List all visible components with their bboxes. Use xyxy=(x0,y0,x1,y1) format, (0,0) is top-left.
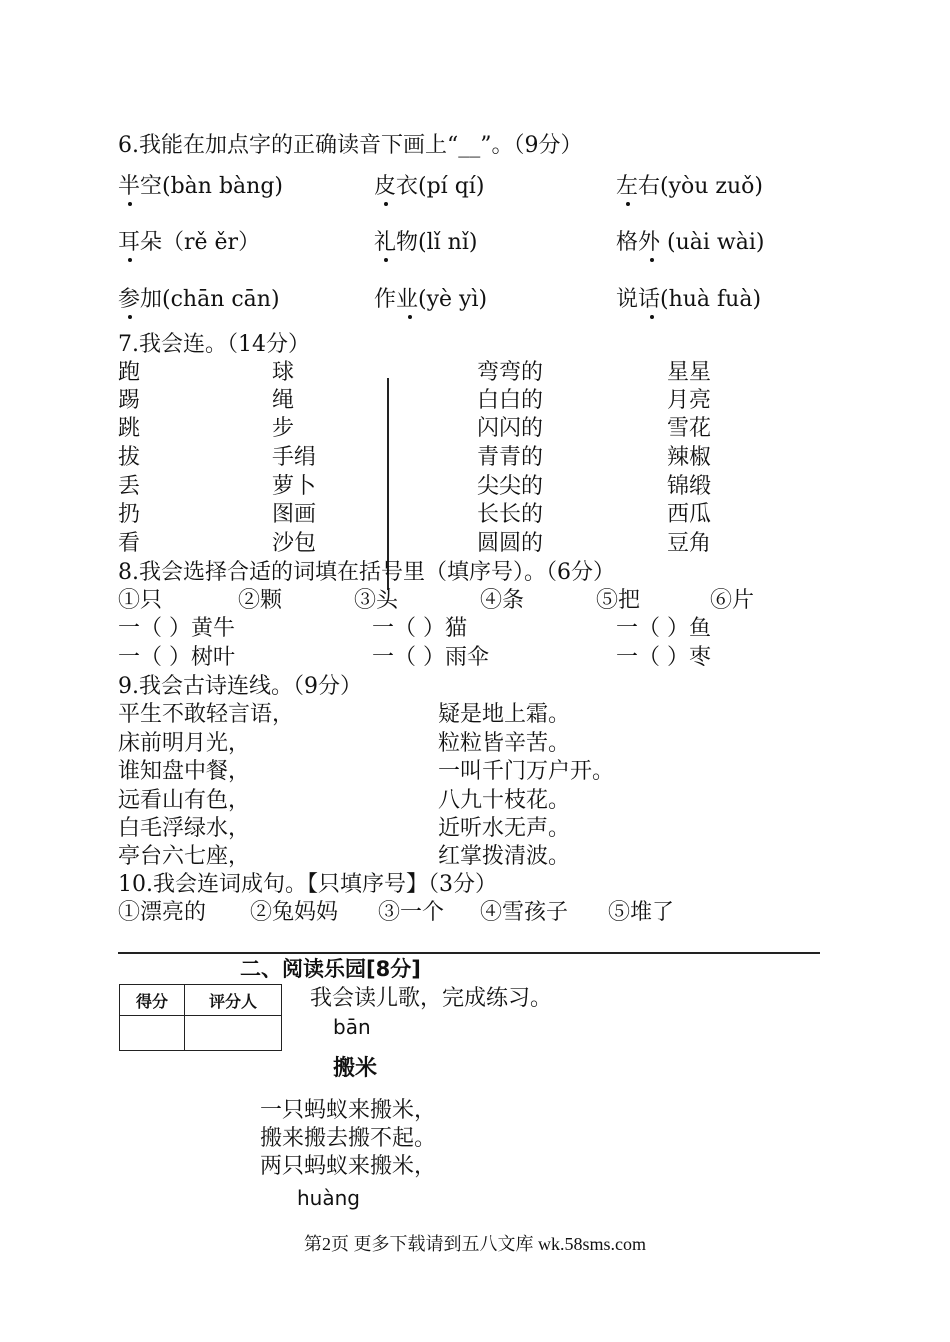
q10-option: ④雪孩子 xyxy=(480,900,569,925)
q7-adjective: 闪闪的 xyxy=(477,416,544,441)
score-table xyxy=(119,984,282,1051)
title-pinyin: bān xyxy=(333,1015,371,1039)
q9-right-line: 疑是地上霜。 xyxy=(438,702,571,727)
emphasis-dot xyxy=(384,202,388,206)
q6-item: 半空(bàn bàng) xyxy=(118,174,283,199)
q9-left-line: 谁知盘中餐， xyxy=(118,759,251,784)
q6-item: 皮衣(pí qí) xyxy=(374,174,485,199)
poem-line: 搬来搬去搬不起。 xyxy=(260,1126,437,1151)
q10-option: ③一个 xyxy=(378,900,445,925)
q7-verb: 看 xyxy=(118,531,141,556)
q6-title: 6.我能在加点字的正确读音下画上“__”。（9分） xyxy=(118,133,583,158)
emphasis-dot xyxy=(408,315,412,319)
q8-fill-item: 一（ ）雨伞 xyxy=(372,645,489,670)
q6-item: 礼物(lǐ nǐ) xyxy=(374,230,478,255)
q9-title: 9.我会古诗连线。（9分） xyxy=(118,674,362,699)
q7-verb: 跑 xyxy=(118,360,141,385)
poem-line: 两只蚂蚁来搬米， xyxy=(260,1154,437,1179)
q7-adjective: 圆圆的 xyxy=(477,531,544,556)
grader-input-cell[interactable] xyxy=(185,1016,282,1051)
q9-right-line: 八九十枝花。 xyxy=(438,788,571,813)
q7-verb: 拔 xyxy=(118,445,141,470)
q7-adjective: 弯弯的 xyxy=(477,360,544,385)
q7-adjective: 青青的 xyxy=(477,445,544,470)
grader-header-cell: 评分人 xyxy=(185,985,282,1016)
q6-item: 左右(yòu zuǒ) xyxy=(616,174,764,199)
q8-option: ②颗 xyxy=(238,588,283,613)
q7-verb: 扔 xyxy=(118,502,141,527)
q7-object: 球 xyxy=(272,360,295,385)
reading-instruction: 我会读儿歌，完成练习。 xyxy=(310,986,553,1011)
q7-object: 绳 xyxy=(272,388,295,413)
q8-fill-item: 一（ ）枣 xyxy=(616,645,711,670)
q6-item: 参加(chān cān) xyxy=(118,287,280,312)
q7-noun: 豆角 xyxy=(667,531,712,556)
column-divider xyxy=(387,378,389,590)
q7-object: 沙包 xyxy=(272,531,317,556)
q7-noun: 西瓜 xyxy=(667,502,712,527)
q7-noun: 辣椒 xyxy=(667,445,712,470)
section-divider xyxy=(118,952,820,954)
q6-item: 格外 (uài wài) xyxy=(616,230,765,255)
q6-item: 说话(huà fuà) xyxy=(616,287,762,312)
q8-fill-item: 一（ ）黄牛 xyxy=(118,616,235,641)
q8-option: ⑥片 xyxy=(710,588,755,613)
q7-noun: 月亮 xyxy=(667,388,712,413)
q7-object: 图画 xyxy=(272,502,317,527)
q8-title: 8.我会选择合适的词填在括号里（填序号）。（6分） xyxy=(118,560,615,585)
q9-left-line: 亭台六七座， xyxy=(118,844,251,869)
q9-right-line: 粒粒皆辛苦。 xyxy=(438,731,571,756)
q7-noun: 锦缎 xyxy=(667,474,712,499)
emphasis-dot xyxy=(128,258,132,262)
q9-left-line: 平生不敢轻言语， xyxy=(118,702,295,727)
q8-option: ④条 xyxy=(480,588,525,613)
q7-adjective: 尖尖的 xyxy=(477,474,544,499)
q7-object: 步 xyxy=(272,416,295,441)
emphasis-dot xyxy=(384,258,388,262)
score-input-cell[interactable] xyxy=(120,1016,185,1051)
q8-option: ③头 xyxy=(354,588,399,613)
q9-left-line: 床前明月光， xyxy=(118,731,251,756)
q7-noun: 星星 xyxy=(667,360,712,385)
q7-object: 萝卜 xyxy=(272,474,317,499)
q7-adjective: 白白的 xyxy=(477,388,544,413)
q6-item: 作业(yè yì) xyxy=(374,287,488,312)
q10-option: ⑤堆了 xyxy=(608,900,675,925)
q7-adjective: 长长的 xyxy=(477,502,544,527)
q7-noun: 雪花 xyxy=(667,416,712,441)
poem-pinyin: huàng xyxy=(297,1186,360,1210)
q8-fill-item: 一（ ）树叶 xyxy=(118,645,235,670)
emphasis-dot xyxy=(626,202,630,206)
q9-left-line: 白毛浮绿水， xyxy=(118,816,251,841)
q10-option: ②兔妈妈 xyxy=(250,900,339,925)
q9-right-line: 红掌拨清波。 xyxy=(438,844,571,869)
q7-verb: 踢 xyxy=(118,388,141,413)
q6-item: 耳朵（rě ěr） xyxy=(118,230,261,255)
poem-title: 搬米 xyxy=(333,1056,378,1081)
q7-verb: 丢 xyxy=(118,474,141,499)
emphasis-dot xyxy=(128,315,132,319)
q9-right-line: 一叫千门万户开。 xyxy=(438,759,615,784)
q10-title: 10.我会连词成句。【只填序号】（3分） xyxy=(118,872,497,897)
q9-right-line: 近听水无声。 xyxy=(438,816,571,841)
q7-title: 7.我会连。（14分） xyxy=(118,332,310,357)
section2-title: 二、阅读乐园[8分] xyxy=(240,957,421,981)
q8-option: ⑤把 xyxy=(596,588,641,613)
q8-option: ①只 xyxy=(118,588,163,613)
q7-object: 手绢 xyxy=(272,445,317,470)
q7-verb: 跳 xyxy=(118,416,141,441)
score-header-cell: 得分 xyxy=(120,985,185,1016)
q8-fill-item: 一（ ）鱼 xyxy=(616,616,711,641)
emphasis-dot xyxy=(650,258,654,262)
poem-line: 一只蚂蚁来搬米， xyxy=(260,1098,437,1123)
page-footer: 第2页 更多下载请到五八文库 wk.58sms.com xyxy=(304,1234,646,1254)
q8-fill-item: 一（ ）猫 xyxy=(372,616,467,641)
emphasis-dot xyxy=(128,202,132,206)
q9-left-line: 远看山有色， xyxy=(118,788,251,813)
q10-option: ①漂亮的 xyxy=(118,900,207,925)
emphasis-dot xyxy=(650,315,654,319)
